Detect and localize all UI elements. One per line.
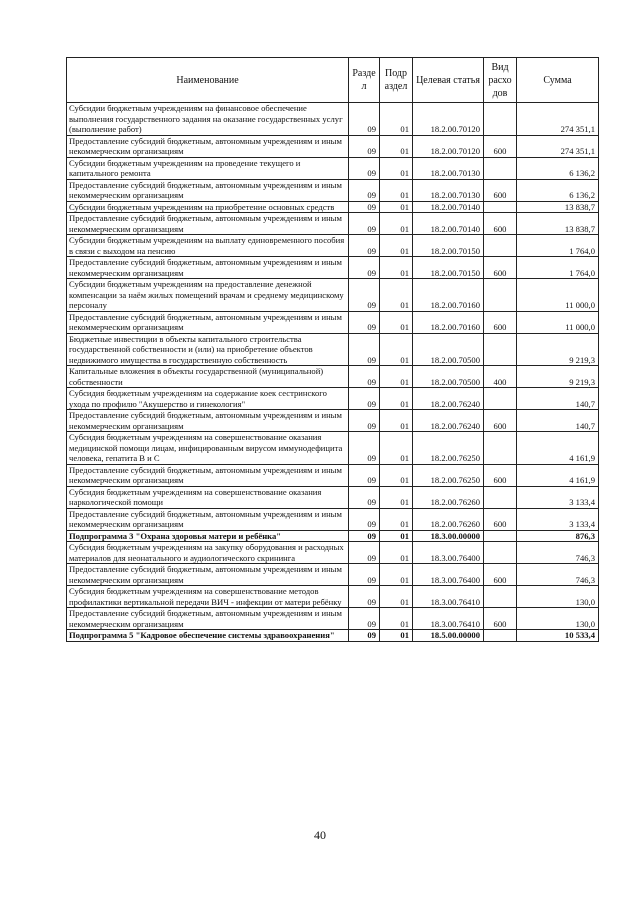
row-razdel: 09 [349, 201, 380, 213]
row-name: Предоставление субсидий бюджетным, автономным учреждениям и иным некоммерческим организациям [67, 213, 349, 235]
row-razdel: 09 [349, 157, 380, 179]
table-row [67, 311, 599, 333]
table-row [67, 135, 599, 157]
row-podrazdel: 01 [380, 564, 413, 586]
row-name: Предоставление субсидий бюджетным, автономным учреждениям и иным некоммерческим организациям [67, 257, 349, 279]
row-podrazdel: 01 [380, 135, 413, 157]
row-celevaya: 18.2.00.70130 [413, 179, 484, 201]
row-summa: 4 161,9 [517, 464, 599, 486]
row-name: Предоставление субсидий бюджетным, автономным учреждениям и иным некоммерческим организациям [67, 608, 349, 630]
row-podrazdel: 01 [380, 333, 413, 366]
row-vid [484, 103, 517, 136]
row-podrazdel: 01 [380, 103, 413, 136]
row-podrazdel: 01 [380, 235, 413, 257]
row-razdel: 09 [349, 508, 380, 530]
row-vid [484, 586, 517, 608]
row-celevaya: 18.2.00.76260 [413, 486, 484, 508]
row-vid [484, 279, 517, 312]
table-row [67, 366, 599, 388]
row-podrazdel: 01 [380, 366, 413, 388]
row-podrazdel: 01 [380, 530, 413, 542]
row-podrazdel: 01 [380, 201, 413, 213]
row-podrazdel: 01 [380, 279, 413, 312]
row-name: Субсидии бюджетным учреждениям на проведение текущего и капитального ремонта [67, 157, 349, 179]
row-summa: 3 133,4 [517, 508, 599, 530]
row-razdel: 09 [349, 630, 380, 642]
row-vid [484, 630, 517, 642]
row-name: Предоставление субсидий бюджетным, автономным учреждениям и иным некоммерческим организациям [67, 311, 349, 333]
row-name: Подпрограмма 3 "Охрана здоровья матери и ребёнка" [67, 530, 349, 542]
row-vid: 600 [484, 410, 517, 432]
row-vid: 600 [484, 564, 517, 586]
row-name: Субсидии бюджетным учреждениям на выплату единовременного пособия в связи с выходом на пенсию [67, 235, 349, 257]
budget-table-container [66, 57, 598, 642]
row-name: Субсидия бюджетным учреждениям на совершенствование методов профилактики вертикальной передачи ВИЧ - инфекции от матери ребёнку [67, 586, 349, 608]
row-name: Субсидия бюджетным учреждениям на закупку оборудования и расходных материалов для неонатального и аудиологического скрининга [67, 542, 349, 564]
row-vid: 600 [484, 311, 517, 333]
row-name: Предоставление субсидий бюджетным, автономным учреждениям и иным некоммерческим организациям [67, 564, 349, 586]
row-podrazdel: 01 [380, 311, 413, 333]
row-summa: 4 161,9 [517, 432, 599, 465]
row-summa: 11 000,0 [517, 279, 599, 312]
row-razdel: 09 [349, 388, 380, 410]
table-row [67, 157, 599, 179]
row-summa: 9 219,3 [517, 366, 599, 388]
table-row [67, 213, 599, 235]
row-razdel: 09 [349, 432, 380, 465]
row-name: Подпрограмма 5 "Кадровое обеспечение системы здравоохранения" [67, 630, 349, 642]
row-razdel: 09 [349, 333, 380, 366]
header-celevaya: Целевая статья [413, 58, 484, 103]
row-vid: 600 [484, 257, 517, 279]
row-razdel: 09 [349, 608, 380, 630]
row-celevaya: 18.5.00.00000 [413, 630, 484, 642]
row-razdel: 09 [349, 586, 380, 608]
row-vid: 600 [484, 464, 517, 486]
row-vid [484, 486, 517, 508]
row-summa: 130,0 [517, 586, 599, 608]
table-row [67, 410, 599, 432]
row-vid [484, 388, 517, 410]
row-summa: 6 136,2 [517, 157, 599, 179]
row-celevaya: 18.2.00.76250 [413, 464, 484, 486]
header-razdel: Разде л [349, 58, 380, 103]
table-row [67, 103, 599, 136]
row-podrazdel: 01 [380, 464, 413, 486]
row-summa: 10 533,4 [517, 630, 599, 642]
row-celevaya: 18.3.00.76410 [413, 586, 484, 608]
budget-table [66, 57, 599, 642]
row-celevaya: 18.2.00.76240 [413, 388, 484, 410]
row-name: Субсидии бюджетным учреждениям на приобретение основных средств [67, 201, 349, 213]
row-summa: 130,0 [517, 608, 599, 630]
row-vid: 600 [484, 135, 517, 157]
row-celevaya: 18.2.00.70160 [413, 279, 484, 312]
row-celevaya: 18.3.00.00000 [413, 530, 484, 542]
table-row [67, 508, 599, 530]
row-razdel: 09 [349, 257, 380, 279]
row-vid [484, 542, 517, 564]
row-razdel: 09 [349, 235, 380, 257]
row-razdel: 09 [349, 135, 380, 157]
row-name: Бюджетные инвестиции в объекты капитального строительства государственной собственности и (или) на приобретение объектов недвижимого имущества в государственную собственность [67, 333, 349, 366]
table-row [67, 608, 599, 630]
row-celevaya: 18.3.00.76400 [413, 542, 484, 564]
row-podrazdel: 01 [380, 213, 413, 235]
row-summa: 13 838,7 [517, 201, 599, 213]
table-body [67, 103, 599, 642]
row-summa: 3 133,4 [517, 486, 599, 508]
row-summa: 274 351,1 [517, 103, 599, 136]
table-row [67, 464, 599, 486]
row-vid: 600 [484, 608, 517, 630]
row-razdel: 09 [349, 103, 380, 136]
row-podrazdel: 01 [380, 410, 413, 432]
table-row [67, 257, 599, 279]
row-summa: 11 000,0 [517, 311, 599, 333]
row-celevaya: 18.3.00.76410 [413, 608, 484, 630]
row-razdel: 09 [349, 464, 380, 486]
table-row [67, 486, 599, 508]
row-vid [484, 432, 517, 465]
row-vid [484, 333, 517, 366]
row-summa: 13 838,7 [517, 213, 599, 235]
row-podrazdel: 01 [380, 179, 413, 201]
row-podrazdel: 01 [380, 486, 413, 508]
row-razdel: 09 [349, 213, 380, 235]
row-vid: 400 [484, 366, 517, 388]
page-number: 40 [314, 828, 326, 842]
row-celevaya: 18.2.00.70130 [413, 157, 484, 179]
row-vid: 600 [484, 508, 517, 530]
row-celevaya: 18.2.00.76250 [413, 432, 484, 465]
row-podrazdel: 01 [380, 542, 413, 564]
row-razdel: 09 [349, 311, 380, 333]
row-summa: 9 219,3 [517, 333, 599, 366]
row-podrazdel: 01 [380, 508, 413, 530]
row-podrazdel: 01 [380, 157, 413, 179]
row-podrazdel: 01 [380, 608, 413, 630]
row-summa: 1 764,0 [517, 257, 599, 279]
row-celevaya: 18.2.00.70500 [413, 366, 484, 388]
row-celevaya: 18.2.00.70150 [413, 257, 484, 279]
row-podrazdel: 01 [380, 586, 413, 608]
row-summa: 746,3 [517, 542, 599, 564]
row-podrazdel: 01 [380, 630, 413, 642]
row-summa: 876,3 [517, 530, 599, 542]
row-summa: 1 764,0 [517, 235, 599, 257]
row-celevaya: 18.2.00.70120 [413, 135, 484, 157]
row-summa: 140,7 [517, 388, 599, 410]
table-row [67, 432, 599, 465]
table-row [67, 564, 599, 586]
row-summa: 746,3 [517, 564, 599, 586]
table-row [67, 279, 599, 312]
row-summa: 6 136,2 [517, 179, 599, 201]
row-name: Предоставление субсидий бюджетным, автономным учреждениям и иным некоммерческим организациям [67, 410, 349, 432]
row-razdel: 09 [349, 486, 380, 508]
table-row [67, 530, 599, 542]
row-razdel: 09 [349, 410, 380, 432]
row-celevaya: 18.2.00.76260 [413, 508, 484, 530]
row-razdel: 09 [349, 530, 380, 542]
row-name: Предоставление субсидий бюджетным, автономным учреждениям и иным некоммерческим организациям [67, 464, 349, 486]
row-celevaya: 18.2.00.70160 [413, 311, 484, 333]
header-summa: Сумма [517, 58, 599, 103]
table-row [67, 333, 599, 366]
row-celevaya: 18.2.00.70150 [413, 235, 484, 257]
table-row [67, 235, 599, 257]
row-vid [484, 201, 517, 213]
table-row [67, 179, 599, 201]
row-name: Субсидия бюджетным учреждениям на совершенствование оказания медицинской помощи лицам, инфицированным вирусом иммунодефицита человека, гепатита В и С [67, 432, 349, 465]
row-name: Субсидия бюджетным учреждениям на совершенствование оказания наркологической помощи [67, 486, 349, 508]
row-razdel: 09 [349, 279, 380, 312]
header-vid: Вид расхо дов [484, 58, 517, 103]
row-vid: 600 [484, 213, 517, 235]
row-celevaya: 18.3.00.76400 [413, 564, 484, 586]
header-podrazdel: Подр аздел [380, 58, 413, 103]
table-row [67, 201, 599, 213]
row-name: Предоставление субсидий бюджетным, автономным учреждениям и иным некоммерческим организациям [67, 135, 349, 157]
row-summa: 274 351,1 [517, 135, 599, 157]
row-razdel: 09 [349, 179, 380, 201]
row-celevaya: 18.2.00.70120 [413, 103, 484, 136]
row-vid: 600 [484, 179, 517, 201]
row-celevaya: 18.2.00.70500 [413, 333, 484, 366]
table-row [67, 388, 599, 410]
row-name: Предоставление субсидий бюджетным, автономным учреждениям и иным некоммерческим организациям [67, 508, 349, 530]
table-row [67, 630, 599, 642]
row-podrazdel: 01 [380, 432, 413, 465]
table-row [67, 586, 599, 608]
row-celevaya: 18.2.00.70140 [413, 213, 484, 235]
row-name: Капитальные вложения в объекты государственной (муниципальной) собственности [67, 366, 349, 388]
row-vid [484, 530, 517, 542]
row-celevaya: 18.2.00.70140 [413, 201, 484, 213]
row-podrazdel: 01 [380, 257, 413, 279]
row-vid [484, 235, 517, 257]
row-name: Субсидия бюджетным учреждениям на содержание коек сестринского ухода по профилю "Акушерство и гинекология" [67, 388, 349, 410]
table-row [67, 542, 599, 564]
header-name: Наименование [67, 58, 349, 103]
row-razdel: 09 [349, 564, 380, 586]
row-name: Субсидии бюджетным учреждениям на финансовое обеспечение выполнения государственного задания на оказание государственных услуг (выполнение работ) [67, 103, 349, 136]
row-vid [484, 157, 517, 179]
row-celevaya: 18.2.00.76240 [413, 410, 484, 432]
row-name: Предоставление субсидий бюджетным, автономным учреждениям и иным некоммерческим организациям [67, 179, 349, 201]
row-summa: 140,7 [517, 410, 599, 432]
row-razdel: 09 [349, 366, 380, 388]
table-header-row [67, 58, 599, 103]
row-podrazdel: 01 [380, 388, 413, 410]
row-razdel: 09 [349, 542, 380, 564]
row-name: Субсидии бюджетным учреждениям на предоставление денежной компенсации за наём жилых помещений врачам и среднему медицинскому персоналу [67, 279, 349, 312]
